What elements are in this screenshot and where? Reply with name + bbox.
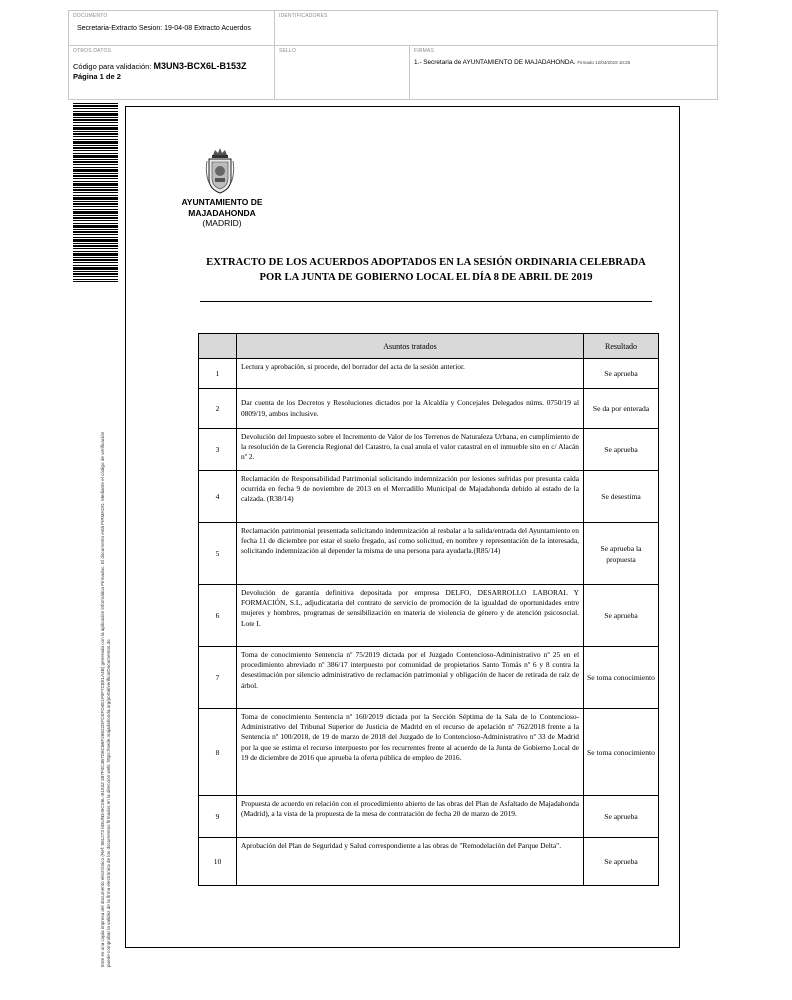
table-row — [199, 389, 659, 429]
table-row — [199, 523, 659, 585]
codigo-value: M3UN3-BCX6L-B153Z — [153, 61, 247, 71]
header-result: Resultado — [584, 334, 659, 359]
row-subject: Reclamación patrimonial presentada solicitando indemnización al resbalar a la salida/entrada del Ayuntamiento en fecha 11 de diciembre por estar el suelo fregado, así como solicitud, en nombre y representación de la interesada, solicitando indemnización al depender la misma de una persona para ayudarla.(R85/14) — [237, 523, 584, 585]
barcode — [73, 103, 118, 282]
row-subject: Lectura y aprobación, si procede, del borrador del acta de la sesión anterior. — [237, 359, 584, 389]
table-header-row — [199, 334, 659, 359]
firma-1-fecha: Firmado 12/04/2019 10:25 — [577, 60, 631, 65]
row-subject: Toma de conocimiento Sentencia nº 160/2019 dictada por la Sección Séptima de la Sala de lo Contencioso-Administrativo del Tribunal Superior de Justicia de Madrid en el recurso de apelación nº 762/2018 frente a la Sentencia nº 100/2018, de 19 de marzo de 2018 del Juzgado de lo Contencioso-Administrativo nº 33 de Madrid por la que se estima el recurso interpuesto por los recurrentes frente al acuerdo de la Junta de Gobierno Local de 19 de diciembre de 2016 que aprueba la oferta pública de empleo de 2016. — [237, 709, 584, 796]
header-subject: Asuntos tratados — [237, 334, 584, 359]
row-result: Se aprueba la propuesta — [584, 523, 659, 585]
organization-name — [170, 197, 274, 229]
documento-label: DOCUMENTO — [73, 13, 108, 19]
meta-firmas — [409, 45, 718, 100]
row-subject: Devolución de garantía definitiva depositada por empresa DELFO, DESARROLLO LABORAL Y FORMACIÓN, S.L, adjudicataria del contrato de servicio de promoción de la igualdad de oportunidades entre mujeres y hombres, programas de sensibilización en materia de violencia de género y de atención psicosocial. Lote I. — [237, 585, 584, 647]
table-row — [199, 429, 659, 471]
row-number: 9 — [199, 796, 237, 838]
meta-documento — [68, 10, 275, 46]
meta-sello — [274, 45, 410, 100]
vertical-verification-text — [100, 285, 112, 967]
row-subject: Aprobación del Plan de Seguridad y Salud correspondiente a las obras de "Remodelación del Parque Delta". — [237, 838, 584, 886]
table-row — [199, 359, 659, 389]
row-number: 4 — [199, 471, 237, 523]
firma-1-name: 1.- Secretaria de AYUNTAMIENTO DE MAJADAHONDA. — [414, 59, 576, 66]
row-result: Se aprueba — [584, 796, 659, 838]
row-result: Se toma conocimiento — [584, 709, 659, 796]
pagina: Página 1 de 2 — [73, 72, 121, 81]
table-row — [199, 796, 659, 838]
codigo-validacion — [73, 62, 247, 71]
vertical-text-line-2: puede comprobar la validez de la firma electrónica de los documentos firmados en la dirección web: https://sede.majadahonda.org/portal/verificarDocumentos.do — [106, 639, 111, 967]
title-divider — [200, 301, 652, 302]
row-result: Se aprueba — [584, 359, 659, 389]
row-subject: Dar cuenta de los Decretos y Resoluciones dictados por la Alcaldía y Concejales Delegados núms. 0750/19 al 0809/19, ambos inclusive. — [237, 389, 584, 429]
row-subject: Devolución del Impuesto sobre el Incremento de Valor de los Terrenos de Naturaleza Urbana, en cumplimiento de la resolución de la Gerencia Regional del Catastro, la cual anula el valor catastral en el inmueble sito en c/ Alacán nº 2. — [237, 429, 584, 471]
row-result: Se aprueba — [584, 429, 659, 471]
table-row — [199, 585, 659, 647]
org-line-3: (MADRID) — [202, 218, 242, 228]
title-line-1: EXTRACTO DE LOS ACUERDOS ADOPTADOS EN LA SESIÓN ORDINARIA CELEBRADA — [206, 257, 646, 268]
row-subject: Reclamación de Responsabilidad Patrimonial solicitando indemnización por lesiones sufridas por presunta caída ocurrida en fecha 9 de noviembre de 2013 en el Mercadillo Municipal de Majadahonda debido al estado de la calzada. (R38/14) — [237, 471, 584, 523]
document-title — [200, 256, 652, 285]
identificadores-label: IDENTIFICADORES — [279, 13, 328, 19]
row-number: 1 — [199, 359, 237, 389]
coat-of-arms-icon — [205, 145, 235, 195]
row-number: 8 — [199, 709, 237, 796]
row-number: 7 — [199, 647, 237, 709]
header-num — [199, 334, 237, 359]
row-result: Se da por enterada — [584, 389, 659, 429]
row-number: 3 — [199, 429, 237, 471]
row-number: 2 — [199, 389, 237, 429]
table-row — [199, 838, 659, 886]
firma-1 — [414, 58, 630, 67]
row-number: 10 — [199, 838, 237, 886]
firmas-label: FIRMAS — [414, 48, 435, 54]
org-line-2: MAJADAHONDA — [188, 207, 256, 218]
row-result: Se toma conocimiento — [584, 647, 659, 709]
agenda-table — [198, 333, 659, 886]
row-subject: Toma de conocimiento Sentencia nº 75/2019 dictada por el Juzgado Contencioso-Administrativo nº 25 en el procedimiento abreviado nº 386/17 interpuesto por comunidad de propietarios Santo Tomás nº 6 y 8 contra la desestimación por silencio administrativo de reclamación patrimonial y obligación de hacer de retirada de raíz de árbol. — [237, 647, 584, 709]
row-subject: Propuesta de acuerdo en relación con el procedimiento abierto de las obras del Plan de Asfaltado de Majadahonda (Madrid), a la vista de la propuesta de la mesa de contratación de fecha 20 de marzo de 2019. — [237, 796, 584, 838]
row-number: 5 — [199, 523, 237, 585]
vertical-text-line-1: Este es una copia impresa del documento electrónico (Ref: 861273 M3UN3-BCX6L-B153Z 387F0C3B7D6C6BF26822DFCEFD4E1F0F7C8E1A4B) generada con la aplicación informática Firmadoc. El documento está FIRMADO. Mediante el código de verificación — [100, 431, 105, 967]
row-result: Se aprueba — [584, 585, 659, 647]
table-row — [199, 647, 659, 709]
meta-identificadores — [274, 10, 718, 46]
table-row — [199, 471, 659, 523]
row-result: Se aprueba — [584, 838, 659, 886]
meta-otros-datos — [68, 45, 275, 100]
otros-datos-label: OTROS DATOS — [73, 48, 112, 54]
row-result: Se desestima — [584, 471, 659, 523]
table-row — [199, 709, 659, 796]
sello-label: SELLO — [279, 48, 297, 54]
codigo-prefix: Código para validación: — [73, 62, 152, 71]
documento-value: Secretaria-Extracto Sesion: 19-04-08 Extracto Acuerdos — [77, 25, 251, 32]
org-line-1: AYUNTAMIENTO DE — [181, 197, 263, 207]
row-number: 6 — [199, 585, 237, 647]
title-line-2: POR LA JUNTA DE GOBIERNO LOCAL EL DÍA 8 DE ABRIL DE 2019 — [259, 271, 593, 283]
